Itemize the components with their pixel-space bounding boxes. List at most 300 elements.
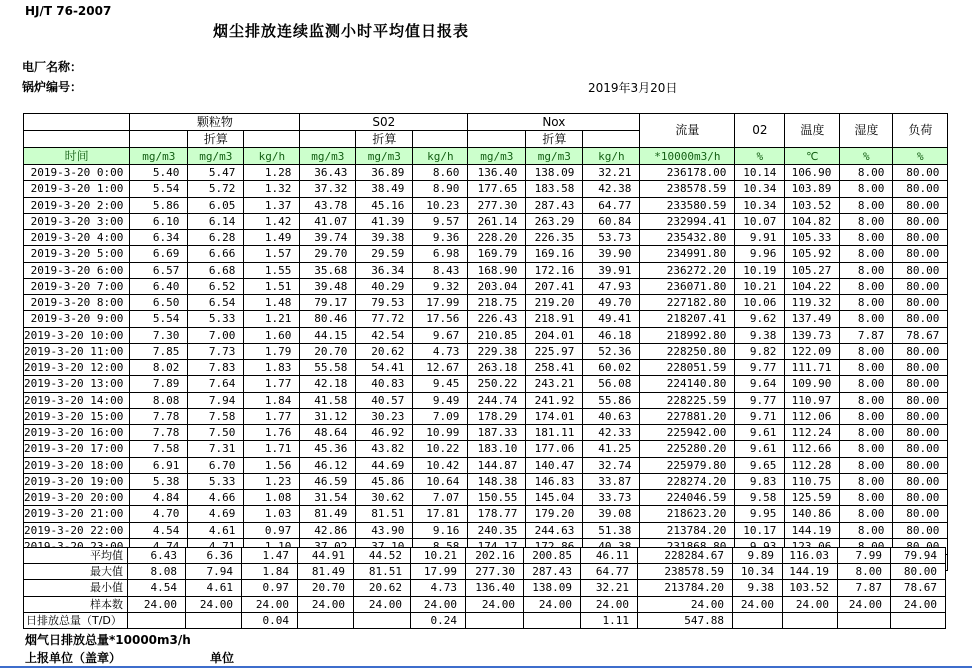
cell-time: 2019-3-20 19:00 (24, 473, 130, 489)
cell-value: 10.14 (735, 165, 785, 181)
standard-number: HJ/T 76-2007 (25, 4, 112, 18)
cell-value: 78.67 (891, 580, 946, 596)
cell-value: 40.63 (583, 408, 640, 424)
cell-value: 10.34 (735, 181, 785, 197)
cell-value: 263.18 (468, 360, 526, 376)
cell-value: 202.16 (466, 548, 524, 564)
cell-value: 80.00 (893, 441, 948, 457)
table-row (24, 197, 948, 213)
cell-value: 43.90 (356, 522, 413, 538)
cell-value: 8.00 (840, 181, 893, 197)
cell-value: 146.83 (526, 473, 583, 489)
cell-time: 2019-3-20 0:00 (24, 165, 130, 181)
cell-value: 7.50 (188, 425, 244, 441)
cell-value: 1.76 (244, 425, 300, 441)
header-empty-cell (583, 131, 640, 148)
summary-table (23, 547, 946, 629)
unit-temperature: ℃ (785, 148, 840, 165)
cell-value: 8.00 (840, 360, 893, 376)
cell-value: 10.17 (735, 522, 785, 538)
cell-value: 39.91 (583, 262, 640, 278)
cell-value: 80.00 (893, 181, 948, 197)
cell-value: 287.43 (524, 564, 581, 580)
cell-value: 9.16 (413, 522, 468, 538)
table-row (24, 262, 948, 278)
cell-value: 261.14 (468, 213, 526, 229)
cell-value: 8.08 (130, 392, 188, 408)
cell-value: 51.38 (583, 522, 640, 538)
cell-value: 169.79 (468, 246, 526, 262)
cell-value: 218623.20 (640, 506, 735, 522)
cell-value: 24.00 (186, 596, 242, 612)
cell-value: 103.89 (785, 181, 840, 197)
cell-value: 20.70 (298, 580, 354, 596)
cell-time: 2019-3-20 12:00 (24, 360, 130, 376)
cell-value: 105.27 (785, 262, 840, 278)
cell-value: 140.47 (526, 457, 583, 473)
group-temperature: 温度 (785, 114, 840, 148)
cell-value: 64.77 (583, 197, 640, 213)
cell-value: 33.87 (583, 473, 640, 489)
cell-value: 277.30 (466, 564, 524, 580)
cell-value: 9.91 (735, 230, 785, 246)
cell-value: 79.94 (891, 548, 946, 564)
cell-value: 1.60 (244, 327, 300, 343)
cell-time: 2019-3-20 20:00 (24, 490, 130, 506)
cell-value: 32.21 (583, 165, 640, 181)
cell-value: 111.71 (785, 360, 840, 376)
cell-value: 287.43 (526, 197, 583, 213)
cell-value (524, 612, 581, 628)
cell-value: 7.09 (413, 408, 468, 424)
cell-value: 7.83 (188, 360, 244, 376)
cell-value: 6.66 (188, 246, 244, 262)
header-empty-cell (468, 131, 526, 148)
table-row (24, 522, 948, 538)
cell-value: 7.99 (838, 548, 891, 564)
cell-value: 1.56 (244, 457, 300, 473)
cell-value: 183.58 (526, 181, 583, 197)
table-row (24, 246, 948, 262)
cell-value: 7.85 (130, 343, 188, 359)
cell-time: 2019-3-20 18:00 (24, 457, 130, 473)
cell-value: 20.62 (354, 580, 411, 596)
cell-value: 80.00 (893, 457, 948, 473)
cell-value: 226.35 (526, 230, 583, 246)
cell-value: 112.66 (785, 441, 840, 457)
cell-value: 119.32 (785, 295, 840, 311)
cell-value: 1.79 (244, 343, 300, 359)
cell-value: 218992.80 (640, 327, 735, 343)
cell-value: 139.73 (785, 327, 840, 343)
cell-value: 36.89 (356, 165, 413, 181)
cell-value: 80.00 (893, 262, 948, 278)
summary-label: 最小值 (24, 580, 128, 596)
cell-value: 6.69 (130, 246, 188, 262)
cell-value: 181.11 (526, 425, 583, 441)
cell-value: 5.86 (130, 197, 188, 213)
converted-label-so2: 折算 (356, 131, 413, 148)
cell-time: 2019-3-20 1:00 (24, 181, 130, 197)
cell-time: 2019-3-20 6:00 (24, 262, 130, 278)
cell-value: 9.62 (735, 311, 785, 327)
cell-value: 64.77 (581, 564, 638, 580)
cell-value: 233580.59 (640, 197, 735, 213)
header-empty-cell (300, 131, 356, 148)
cell-time: 2019-3-20 14:00 (24, 392, 130, 408)
cell-value: 8.00 (840, 441, 893, 457)
cell-value: 48.64 (300, 425, 356, 441)
header-group-row (24, 114, 948, 131)
cell-value (466, 612, 524, 628)
cell-value: 227881.20 (640, 408, 735, 424)
plant-name-label: 电厂名称： (22, 60, 83, 74)
cell-value: 225.97 (526, 343, 583, 359)
cell-value: 145.04 (526, 490, 583, 506)
cell-value: 1.42 (244, 213, 300, 229)
cell-value: 9.64 (735, 376, 785, 392)
cell-value: 39.48 (300, 278, 356, 294)
cell-value: 80.00 (891, 564, 946, 580)
cell-time: 2019-3-20 4:00 (24, 230, 130, 246)
header-empty-cell (130, 131, 188, 148)
report-title: 烟尘排放连续监测小时平均值日报表 (213, 22, 470, 40)
cell-value: 225942.00 (640, 425, 735, 441)
cell-value: 29.59 (356, 246, 413, 262)
summary-label: 平均值 (24, 548, 128, 564)
cell-value: 10.21 (411, 548, 466, 564)
cell-value: 8.00 (840, 473, 893, 489)
table-row (24, 376, 948, 392)
cell-value: 42.33 (583, 425, 640, 441)
cell-value: 45.16 (356, 197, 413, 213)
cell-value: 35.68 (300, 262, 356, 278)
cell-value: 8.00 (840, 408, 893, 424)
cell-value: 10.07 (735, 213, 785, 229)
cell-value: 8.00 (840, 506, 893, 522)
cell-value: 45.36 (300, 441, 356, 457)
cell-value (733, 612, 783, 628)
cell-value: 226.43 (468, 311, 526, 327)
cell-value: 148.38 (468, 473, 526, 489)
cell-value: 6.34 (130, 230, 188, 246)
unit-pm-kgh: kg/h (244, 148, 300, 165)
cell-value: 227182.80 (640, 295, 735, 311)
table-row (24, 295, 948, 311)
cell-value: 0.97 (244, 522, 300, 538)
cell-value: 36.43 (300, 165, 356, 181)
cell-value: 250.22 (468, 376, 526, 392)
cell-value: 32.74 (583, 457, 640, 473)
cell-value: 0.97 (242, 580, 298, 596)
cell-value: 229.38 (468, 343, 526, 359)
cell-value: 31.12 (300, 408, 356, 424)
cell-value: 39.90 (583, 246, 640, 262)
cell-value: 8.00 (838, 564, 891, 580)
cell-value: 10.19 (735, 262, 785, 278)
cell-value: 46.11 (581, 548, 638, 564)
cell-value: 228.20 (468, 230, 526, 246)
cell-time: 2019-3-20 16:00 (24, 425, 130, 441)
cell-value: 228284.67 (638, 548, 733, 564)
group-nox: Nox (468, 114, 640, 131)
cell-value: 9.32 (413, 278, 468, 294)
unit-nox-converted: mg/m3 (526, 148, 583, 165)
cell-value: 42.38 (583, 181, 640, 197)
cell-value: 8.00 (840, 197, 893, 213)
cell-value: 6.52 (188, 278, 244, 294)
cell-value: 1.84 (242, 564, 298, 580)
cell-value: 5.33 (188, 473, 244, 489)
cell-value: 105.33 (785, 230, 840, 246)
cell-value: 20.62 (356, 343, 413, 359)
table-row (24, 457, 948, 473)
cell-value: 1.11 (581, 612, 638, 628)
table-row (24, 490, 948, 506)
table-row (24, 473, 948, 489)
summary-label: 样本数 (24, 596, 128, 612)
cell-value: 224140.80 (640, 376, 735, 392)
cell-value: 7.30 (130, 327, 188, 343)
cell-value: 241.92 (526, 392, 583, 408)
cell-value: 1.77 (244, 408, 300, 424)
cell-value: 8.00 (840, 490, 893, 506)
cell-value: 9.67 (413, 327, 468, 343)
summary-label: 最大值 (24, 564, 128, 580)
cell-value: 7.87 (840, 327, 893, 343)
cell-value: 6.50 (130, 295, 188, 311)
cell-value: 80.00 (893, 360, 948, 376)
cell-time: 2019-3-20 3:00 (24, 213, 130, 229)
cell-value: 225280.20 (640, 441, 735, 457)
cell-value: 39.08 (583, 506, 640, 522)
cell-value: 80.00 (893, 376, 948, 392)
cell-value: 41.58 (300, 392, 356, 408)
cell-value (891, 612, 946, 628)
cell-value: 80.00 (893, 522, 948, 538)
cell-value: 4.54 (130, 522, 188, 538)
cell-value: 103.52 (785, 197, 840, 213)
cell-value: 8.60 (413, 165, 468, 181)
cell-value: 103.52 (783, 580, 838, 596)
cell-value: 235432.80 (640, 230, 735, 246)
cell-value: 1.49 (244, 230, 300, 246)
summary-rows (24, 548, 946, 629)
cell-value: 40.57 (356, 392, 413, 408)
cell-value: 1.48 (244, 295, 300, 311)
cell-value: 137.49 (785, 311, 840, 327)
cell-time: 2019-3-20 10:00 (24, 327, 130, 343)
cell-value: 210.85 (468, 327, 526, 343)
cell-value: 263.29 (526, 213, 583, 229)
cell-value: 144.19 (785, 522, 840, 538)
cell-value: 112.06 (785, 408, 840, 424)
cell-value: 24.00 (783, 596, 838, 612)
cell-value: 10.23 (413, 197, 468, 213)
header-empty-cell (24, 114, 130, 131)
cell-value: 1.84 (244, 392, 300, 408)
unit-so2-mgm3: mg/m3 (300, 148, 356, 165)
cell-value (838, 612, 891, 628)
cell-value: 228051.59 (640, 360, 735, 376)
cell-value: 144.87 (468, 457, 526, 473)
cell-value (298, 612, 354, 628)
cell-value: 7.73 (188, 343, 244, 359)
header-empty-cell (413, 131, 468, 148)
cell-value: 8.02 (130, 360, 188, 376)
cell-value: 6.57 (130, 262, 188, 278)
cell-value: 24.00 (733, 596, 783, 612)
cell-value: 44.69 (356, 457, 413, 473)
cell-value: 41.07 (300, 213, 356, 229)
cell-value: 228274.20 (640, 473, 735, 489)
cell-value: 20.70 (300, 343, 356, 359)
cell-value: 5.33 (188, 311, 244, 327)
cell-value: 6.28 (188, 230, 244, 246)
cell-value: 5.54 (130, 311, 188, 327)
cell-value: 110.97 (785, 392, 840, 408)
cell-value: 17.99 (413, 295, 468, 311)
cell-value: 183.10 (468, 441, 526, 457)
cell-value: 9.45 (413, 376, 468, 392)
cell-value: 29.70 (300, 246, 356, 262)
cell-value: 80.00 (893, 392, 948, 408)
report-date: 2019年3月20日 (588, 81, 678, 95)
cell-time: 2019-3-20 9:00 (24, 311, 130, 327)
cell-value: 10.06 (735, 295, 785, 311)
cell-value: 6.68 (188, 262, 244, 278)
unit-humidity: % (840, 148, 893, 165)
cell-value: 8.00 (840, 376, 893, 392)
cell-value: 9.65 (735, 457, 785, 473)
cell-value: 1.23 (244, 473, 300, 489)
cell-time: 2019-3-20 21:00 (24, 506, 130, 522)
cell-value: 187.33 (468, 425, 526, 441)
cell-value: 80.00 (893, 311, 948, 327)
cell-value: 1.21 (244, 311, 300, 327)
cell-value: 8.00 (840, 262, 893, 278)
cell-value: 138.09 (526, 165, 583, 181)
cell-value: 218.91 (526, 311, 583, 327)
cell-value: 178.29 (468, 408, 526, 424)
cell-value: 8.43 (413, 262, 468, 278)
cell-value: 41.39 (356, 213, 413, 229)
cell-value: 77.72 (356, 311, 413, 327)
cell-value: 24.00 (298, 596, 354, 612)
cell-value: 8.00 (840, 230, 893, 246)
cell-value: 60.84 (583, 213, 640, 229)
cell-value: 39.74 (300, 230, 356, 246)
cell-value: 244.63 (526, 522, 583, 538)
cell-value: 80.00 (893, 295, 948, 311)
table-row (24, 360, 948, 376)
cell-value: 10.64 (413, 473, 468, 489)
cell-value: 177.06 (526, 441, 583, 457)
cell-value: 109.90 (785, 376, 840, 392)
summary-label: 日排放总量（T/D） (24, 612, 128, 628)
cell-value: 258.41 (526, 360, 583, 376)
cell-value: 24.00 (466, 596, 524, 612)
cell-value: 79.53 (356, 295, 413, 311)
cell-value: 78.67 (893, 327, 948, 343)
cell-value: 4.61 (186, 580, 242, 596)
cell-value: 9.38 (735, 327, 785, 343)
table-row (24, 441, 948, 457)
cell-value: 56.08 (583, 376, 640, 392)
cell-value: 8.08 (128, 564, 186, 580)
cell-value: 40.83 (356, 376, 413, 392)
cell-value: 5.72 (188, 181, 244, 197)
cell-value: 45.86 (356, 473, 413, 489)
cell-value: 7.87 (838, 580, 891, 596)
cell-value: 9.83 (735, 473, 785, 489)
cell-value: 8.00 (840, 213, 893, 229)
table-row (24, 327, 948, 343)
cell-value: 55.86 (583, 392, 640, 408)
cell-value: 4.66 (188, 490, 244, 506)
cell-value: 80.00 (893, 408, 948, 424)
cell-value: 32.21 (581, 580, 638, 596)
cell-value: 24.00 (891, 596, 946, 612)
table-row (24, 165, 948, 181)
summary-row (24, 564, 946, 580)
cell-value: 6.98 (413, 246, 468, 262)
cell-value: 8.00 (840, 278, 893, 294)
summary-row (24, 596, 946, 612)
group-o2: 02 (735, 114, 785, 148)
cell-value: 80.00 (893, 213, 948, 229)
cell-value: 1.37 (244, 197, 300, 213)
cell-value: 243.21 (526, 376, 583, 392)
cell-value: 207.41 (526, 278, 583, 294)
cell-value: 232994.41 (640, 213, 735, 229)
cell-value: 1.28 (244, 165, 300, 181)
cell-value: 46.92 (356, 425, 413, 441)
cell-value: 80.00 (893, 278, 948, 294)
cell-value: 204.01 (526, 327, 583, 343)
cell-value: 7.00 (188, 327, 244, 343)
cell-value: 4.61 (188, 522, 244, 538)
table-row (24, 311, 948, 327)
group-particulate: 颗粒物 (130, 114, 300, 131)
cell-value: 80.00 (893, 425, 948, 441)
cell-value: 81.51 (354, 564, 411, 580)
cell-value: 122.09 (785, 343, 840, 359)
cell-value (783, 612, 838, 628)
time-column-header: 时间 (24, 148, 130, 165)
cell-value: 40.29 (356, 278, 413, 294)
cell-value: 4.73 (413, 343, 468, 359)
cell-value: 7.31 (188, 441, 244, 457)
cell-value: 6.70 (188, 457, 244, 473)
cell-value: 1.57 (244, 246, 300, 262)
cell-value: 7.78 (130, 408, 188, 424)
cell-value: 30.62 (356, 490, 413, 506)
cell-value: 17.99 (411, 564, 466, 580)
cell-value: 4.73 (411, 580, 466, 596)
unit-pm-mgm3: mg/m3 (130, 148, 188, 165)
cell-value: 4.70 (130, 506, 188, 522)
cell-value: 10.42 (413, 457, 468, 473)
cell-value: 1.71 (244, 441, 300, 457)
cell-value: 228225.59 (640, 392, 735, 408)
cell-value: 17.81 (413, 506, 468, 522)
cell-value: 0.24 (411, 612, 466, 628)
cell-value: 144.19 (783, 564, 838, 580)
cell-value: 80.46 (300, 311, 356, 327)
cell-value: 38.49 (356, 181, 413, 197)
cell-time: 2019-3-20 11:00 (24, 343, 130, 359)
